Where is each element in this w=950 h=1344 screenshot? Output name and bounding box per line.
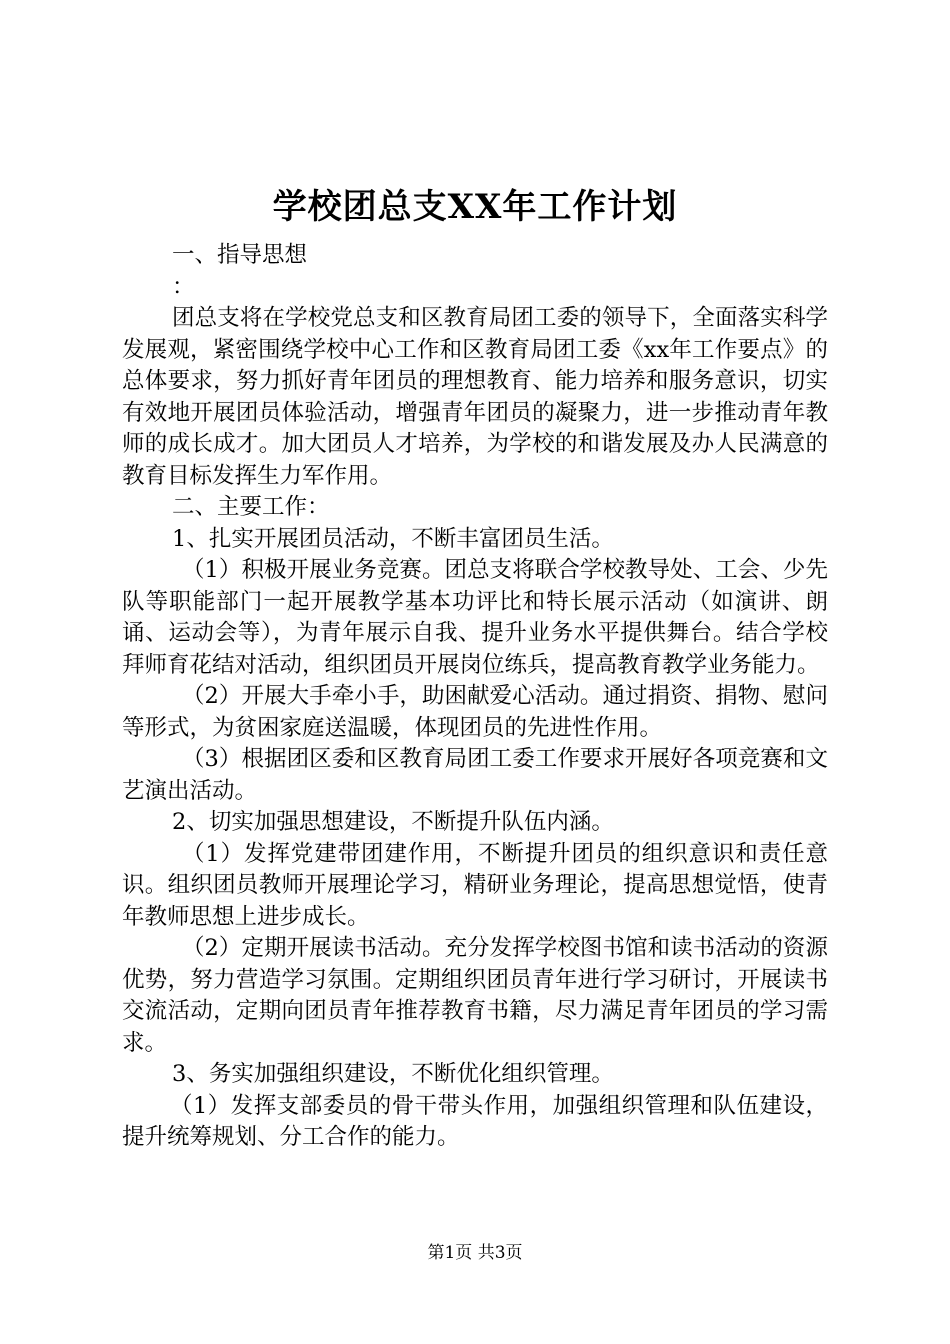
paragraph: （1）积极开展业务竞赛。团总支将联合学校教导处、工会、少先队等职能部门一起开展教学基本功评比和特长展示活动（如演讲、朗诵、运动会等），为青年展示自我、提升业务水平提供舞台。结合学校拜师育花结对活动，组织团员开展岗位练兵，提高教育教学业务能力。 (122, 557, 828, 678)
paragraph: （2）开展大手牵小手，助困献爱心活动。通过捐资、捐物、慰问等形式，为贫困家庭送温暖，体现团员的先进性作用。 (122, 683, 828, 741)
section-heading: 二、主要工作： (172, 494, 330, 520)
stray-colon: ： (172, 273, 195, 300)
paragraph: （1）发挥党建带团建作用，不断提升团员的组织意识和责任意识。组织团员教师开展理论学习，精研业务理论，提高思想觉悟，使青年教师思想上进步成长。 (122, 840, 828, 930)
page-footer: 第1页 共3页 (427, 1243, 523, 1263)
document-body (122, 240, 828, 1154)
paragraph: 团总支将在学校党总支和区教育局团工委的领导下，全面落实科学发展观，紧密围绕学校中心工作和区教育局团工委《xx年工作要点》的总体要求，努力抓好青年团员的理想教育、能力培养和服务意识，切实有效地开展团员体验活动，增强青年团员的凝聚力，进一步推动青年教师的成长成才。加大团员人才培养，为学校的和谐发展及办人民满意的教育目标发挥生力军作用。 (122, 305, 828, 489)
subsection-heading: 1、扎实开展团员活动，不断丰富团员生活。 (172, 525, 614, 552)
subsection-heading: 3、务实加强组织建设，不断优化组织管理。 (172, 1061, 614, 1087)
paragraph: （1）发挥支部委员的骨干带头作用，加强组织管理和队伍建设，提升统筹规划、分工合作的能力。 (122, 1092, 828, 1150)
document-title: 学校团总支XX年工作计划 (272, 187, 678, 227)
section-heading: 一、指导思想 (172, 242, 308, 268)
paragraph: （2）定期开展读书活动。充分发挥学校图书馆和读书活动的资源优势，努力营造学习氛围。定期组织团员青年进行学习研讨，开展读书交流活动，定期向团员青年推荐教育书籍，尽力满足青年团员的学习需求。 (122, 935, 828, 1056)
paragraph: （3）根据团区委和区教育局团工委工作要求开展好各项竞赛和文艺演出活动。 (122, 746, 828, 804)
subsection-heading: 2、切实加强思想建设，不断提升队伍内涵。 (172, 809, 614, 835)
